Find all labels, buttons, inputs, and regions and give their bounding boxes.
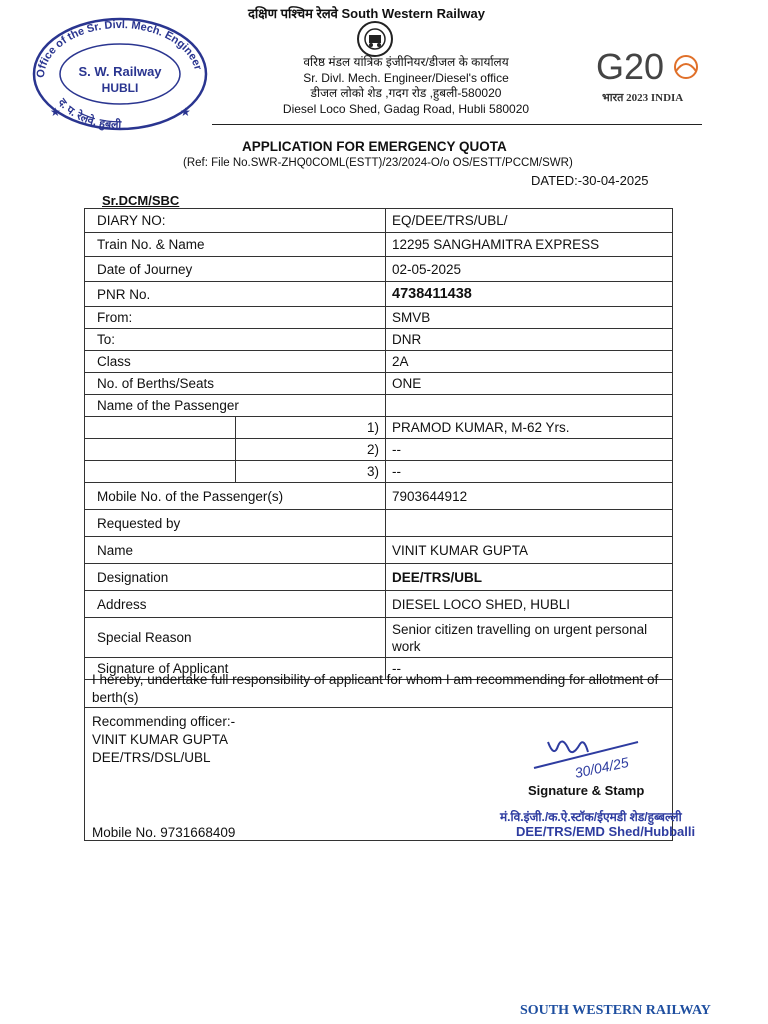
g20-sub-text: भारत 2023 INDIA	[602, 92, 684, 104]
field-value: DNR	[386, 329, 673, 351]
undertaking-divider	[84, 707, 673, 708]
table-row	[85, 510, 673, 537]
official-stamp-hindi: मं.वि.इंजी./क.ऐ.स्टॉक/ईएमडी शेड/हुब्बल्ली	[500, 810, 682, 824]
table-row	[85, 417, 673, 439]
recommending-name: VINIT KUMAR GUPTA	[92, 732, 229, 747]
field-value-empty	[386, 395, 673, 417]
field-value-empty	[386, 510, 673, 537]
table-row	[85, 395, 673, 417]
recommending-mobile: Mobile No. 9731668409	[92, 825, 236, 840]
field-value: DIESEL LOCO SHED, HUBLI	[386, 591, 673, 618]
recommending-heading: Recommending officer:-	[92, 714, 236, 729]
field-label: Train No. & Name	[85, 233, 386, 257]
office-line: वरिष्ठ मंडल यांत्रिक इंजीनियर/डीजल के कार्यालय	[303, 55, 509, 69]
field-label: No. of Berths/Seats	[85, 373, 386, 395]
table-row	[85, 257, 673, 282]
office-line: डीजल लोको शेड ,गदग रोड ,हुबली-580020	[310, 86, 502, 100]
passenger-number: 1)	[235, 417, 386, 439]
office-address-block	[260, 55, 552, 117]
table-row	[85, 233, 673, 257]
field-value: SMVB	[386, 307, 673, 329]
handwritten-signature	[528, 728, 648, 788]
field-value: 02-05-2025	[386, 257, 673, 282]
table-row	[85, 439, 673, 461]
table-row	[85, 282, 673, 307]
field-value: 12295 SANGHAMITRA EXPRESS	[386, 233, 673, 257]
seal-star-icon: ★	[50, 105, 61, 119]
field-value: 7903644912	[386, 483, 673, 510]
table-row	[85, 483, 673, 510]
table-row	[85, 591, 673, 618]
field-value: Senior citizen travelling on urgent personal work	[386, 618, 673, 658]
g20-logo-text: G20	[596, 46, 665, 87]
seal-inner-line: S. W. Railway	[78, 64, 162, 79]
railway-name-header: दक्षिण पश्चिम रेलवे South Western Railway	[248, 6, 486, 21]
field-label: Requested by	[85, 510, 386, 537]
document-title: APPLICATION FOR EMERGENCY QUOTA	[242, 139, 507, 154]
field-label: PNR No.	[85, 282, 386, 307]
date-line: DATED:-30-04-2025	[531, 173, 649, 188]
railway-emblem-icon	[356, 20, 394, 58]
field-label: Special Reason	[85, 618, 386, 658]
pnr-value: 4738411438	[386, 282, 673, 307]
passenger-number: 2)	[235, 439, 386, 461]
official-stamp-english: DEE/TRS/EMD Shed/Hubballi	[516, 824, 696, 839]
field-label: Designation	[85, 564, 386, 591]
field-label: Name	[85, 537, 386, 564]
signature-date: 30/04/25	[573, 753, 630, 781]
seal-outer-text: Office of the Sr. Divl. Mech. Engineer	[34, 18, 204, 79]
office-line: Diesel Loco Shed, Gadag Road, Hubli 580020	[282, 101, 530, 116]
seal-inner-line: HUBLI	[101, 81, 139, 95]
field-label: Address	[85, 591, 386, 618]
field-value: ONE	[386, 373, 673, 395]
table-row	[85, 461, 673, 483]
office-seal-stamp	[30, 16, 210, 132]
table-row	[85, 209, 673, 233]
field-label: DIARY NO:	[85, 209, 386, 233]
field-value: EQ/DEE/TRS/UBL/	[386, 209, 673, 233]
seal-star-icon: ★	[180, 105, 191, 119]
passenger-number: 3)	[235, 461, 386, 483]
lotus-icon	[676, 64, 696, 71]
addressee: Sr.DCM/SBC	[102, 193, 180, 208]
g20-logo	[596, 45, 708, 107]
table-row	[85, 307, 673, 329]
passenger-name: PRAMOD KUMAR, M-62 Yrs.	[386, 417, 673, 439]
field-label: To:	[85, 329, 386, 351]
field-value: VINIT KUMAR GUPTA	[386, 537, 673, 564]
table-row	[85, 537, 673, 564]
application-form-table	[84, 208, 673, 680]
table-row	[85, 329, 673, 351]
seal-bottom-text: द. प. रेलवे, हुबली	[55, 96, 122, 132]
field-value: --	[386, 658, 673, 680]
table-row	[85, 351, 673, 373]
field-value: DEE/TRS/UBL	[386, 564, 673, 591]
passenger-name: --	[386, 439, 673, 461]
table-row	[85, 618, 673, 658]
svg-text:द. प. रेलवे, हुबली	[55, 96, 123, 132]
footer-railway-name: SOUTH WESTERN RAILWAY	[520, 1003, 711, 1018]
field-label: Name of the Passenger	[85, 395, 386, 417]
header-divider	[212, 124, 702, 125]
recommending-officer-block	[92, 713, 235, 767]
field-label: Signature of Applicant	[85, 658, 386, 680]
undertaking-text: I hereby, undertake full responsibility of applicant for whom I am recommending for allotment of berth(s)	[92, 672, 659, 705]
reference-line: (Ref: File No.SWR-ZHQ0COML(ESTT)/23/2024-O/o OS/ESTT/PCCM/SWR)	[183, 157, 573, 169]
field-label: From:	[85, 307, 386, 329]
table-row	[85, 564, 673, 591]
office-line: Sr. Divl. Mech. Engineer/Diesel's office	[303, 70, 509, 85]
table-row	[85, 373, 673, 395]
signature-stamp-label: Signature & Stamp	[528, 783, 645, 798]
field-value: 2A	[386, 351, 673, 373]
field-label: Date of Journey	[85, 257, 386, 282]
field-label: Class	[85, 351, 386, 373]
recommending-designation: DEE/TRS/DSL/UBL	[92, 750, 211, 765]
passenger-name: --	[386, 461, 673, 483]
field-label: Mobile No. of the Passenger(s)	[85, 483, 386, 510]
